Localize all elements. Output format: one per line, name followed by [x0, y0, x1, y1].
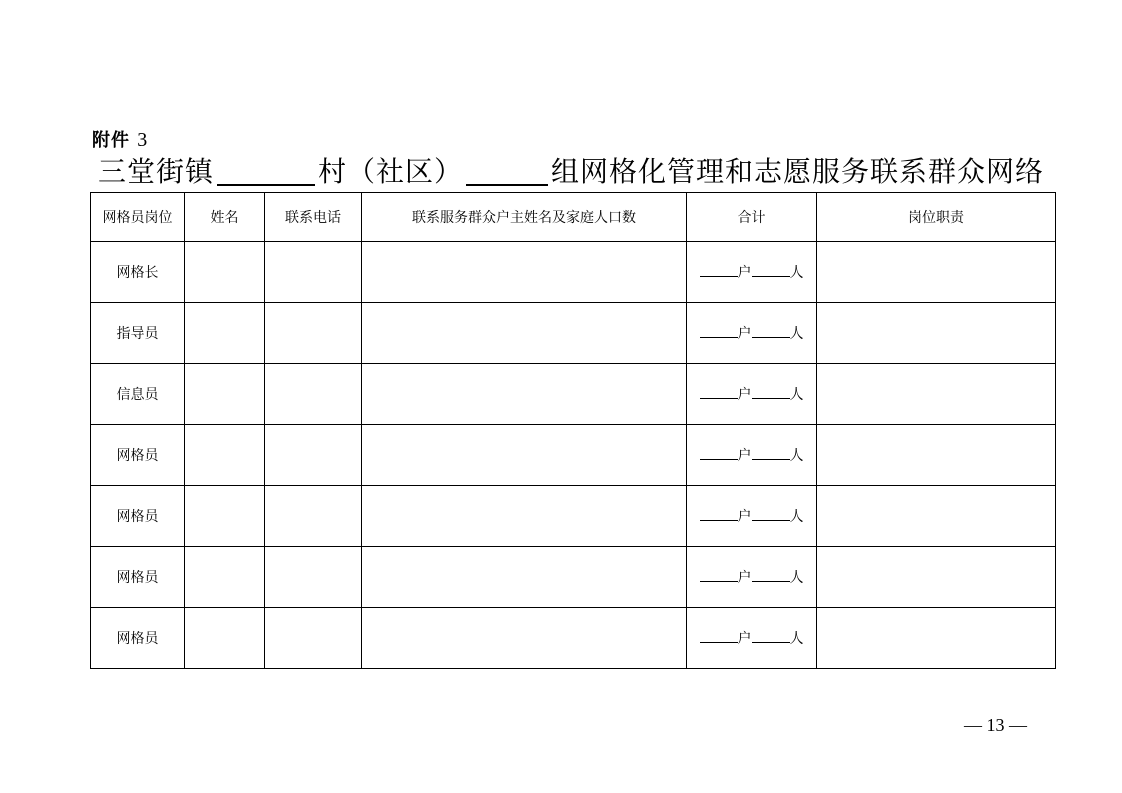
person-blank[interactable] — [752, 384, 790, 399]
person-blank[interactable] — [752, 445, 790, 460]
duties-cell[interactable] — [817, 242, 1056, 303]
households-cell[interactable] — [362, 547, 687, 608]
person-unit: 人 — [789, 448, 804, 464]
person-blank[interactable] — [752, 567, 790, 582]
duties-cell[interactable] — [817, 425, 1056, 486]
total-cell — [687, 364, 817, 425]
person-blank[interactable] — [752, 506, 790, 521]
person-unit: 人 — [789, 631, 804, 647]
duties-cell[interactable] — [817, 303, 1056, 364]
household-blank[interactable] — [700, 384, 738, 399]
household-unit: 户 — [737, 509, 752, 525]
person-unit: 人 — [789, 387, 804, 403]
households-cell[interactable] — [362, 425, 687, 486]
person-unit: 人 — [789, 570, 804, 586]
name-cell[interactable] — [185, 242, 265, 303]
attachment-label — [92, 126, 148, 152]
name-cell[interactable] — [185, 364, 265, 425]
household-unit: 户 — [737, 631, 752, 647]
header-duties: 岗位职责 — [817, 193, 1056, 242]
page-number: — 13 — — [964, 715, 1027, 735]
role-cell: 网格员 — [91, 425, 185, 486]
title-village: 村（社区） — [318, 155, 464, 188]
title-network: 组网格化管理和志愿服务联系群众网络 — [551, 155, 1045, 188]
household-blank[interactable] — [700, 445, 738, 460]
total-cell — [687, 486, 817, 547]
table-row — [91, 242, 1056, 303]
household-blank[interactable] — [700, 323, 738, 338]
role-cell: 网格员 — [91, 608, 185, 669]
household-unit: 户 — [737, 326, 752, 342]
table-row — [91, 608, 1056, 669]
person-unit: 人 — [789, 509, 804, 525]
role-cell: 网格员 — [91, 547, 185, 608]
table-header-row — [91, 193, 1056, 242]
total-cell — [687, 303, 817, 364]
household-unit: 户 — [737, 448, 752, 464]
name-cell[interactable] — [185, 608, 265, 669]
household-blank[interactable] — [700, 567, 738, 582]
households-cell[interactable] — [362, 486, 687, 547]
table-row — [91, 364, 1056, 425]
households-cell[interactable] — [362, 608, 687, 669]
phone-cell[interactable] — [265, 364, 362, 425]
duties-cell[interactable] — [817, 364, 1056, 425]
person-blank[interactable] — [752, 262, 790, 277]
total-cell — [687, 242, 817, 303]
name-cell[interactable] — [185, 547, 265, 608]
header-households: 联系服务群众户主姓名及家庭人口数 — [362, 193, 687, 242]
name-cell[interactable] — [185, 486, 265, 547]
household-unit: 户 — [737, 387, 752, 403]
household-blank[interactable] — [700, 262, 738, 277]
duties-cell[interactable] — [817, 486, 1056, 547]
phone-cell[interactable] — [265, 547, 362, 608]
total-cell — [687, 425, 817, 486]
group-blank — [466, 154, 548, 186]
total-cell — [687, 547, 817, 608]
households-cell[interactable] — [362, 364, 687, 425]
phone-cell[interactable] — [265, 303, 362, 364]
person-unit: 人 — [789, 265, 804, 281]
role-cell: 网格长 — [91, 242, 185, 303]
village-blank — [217, 154, 315, 186]
header-total: 合计 — [687, 193, 817, 242]
attachment-number: 3 — [137, 129, 149, 151]
table-row — [91, 486, 1056, 547]
households-cell[interactable] — [362, 242, 687, 303]
household-unit: 户 — [737, 570, 752, 586]
name-cell[interactable] — [185, 425, 265, 486]
person-unit: 人 — [789, 326, 804, 342]
duties-cell[interactable] — [817, 547, 1056, 608]
table-row — [91, 425, 1056, 486]
household-blank[interactable] — [700, 628, 738, 643]
phone-cell[interactable] — [265, 425, 362, 486]
total-cell — [687, 608, 817, 669]
attachment-text: 附件 — [92, 130, 130, 151]
person-blank[interactable] — [752, 628, 790, 643]
role-cell: 指导员 — [91, 303, 185, 364]
phone-cell[interactable] — [265, 486, 362, 547]
grid-table — [90, 192, 1056, 669]
household-unit: 户 — [737, 265, 752, 281]
header-role: 网格员岗位 — [91, 193, 185, 242]
role-cell: 网格员 — [91, 486, 185, 547]
phone-cell[interactable] — [265, 608, 362, 669]
households-cell[interactable] — [362, 303, 687, 364]
person-blank[interactable] — [752, 323, 790, 338]
header-name: 姓名 — [185, 193, 265, 242]
phone-cell[interactable] — [265, 242, 362, 303]
header-phone: 联系电话 — [265, 193, 362, 242]
table-row — [91, 547, 1056, 608]
table-row — [91, 303, 1056, 364]
page-title — [98, 154, 1044, 190]
duties-cell[interactable] — [817, 608, 1056, 669]
role-cell: 信息员 — [91, 364, 185, 425]
name-cell[interactable] — [185, 303, 265, 364]
household-blank[interactable] — [700, 506, 738, 521]
title-town: 三堂街镇 — [98, 155, 215, 188]
